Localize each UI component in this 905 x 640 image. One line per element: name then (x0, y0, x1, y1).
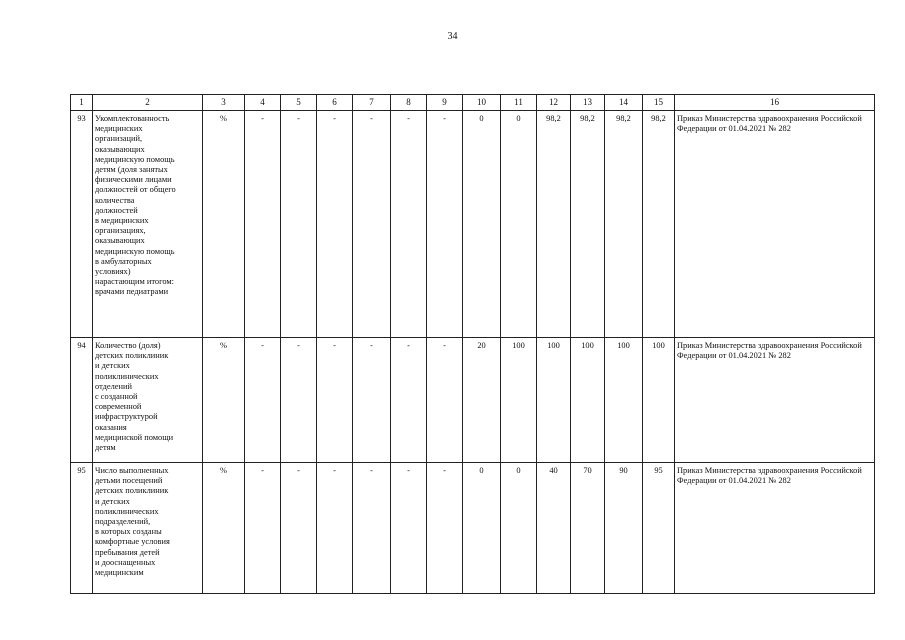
value-cell: 90 (605, 463, 643, 594)
indicators-table (70, 94, 875, 594)
value-cell: - (281, 463, 317, 594)
value-cell: - (281, 338, 317, 463)
value-cell: 95 (643, 463, 675, 594)
value-cell: 100 (537, 338, 571, 463)
col-header: 14 (605, 95, 643, 111)
col-header: 10 (463, 95, 501, 111)
col-header: 7 (353, 95, 391, 111)
value-cell: 98,2 (537, 111, 571, 338)
unit: % (203, 338, 245, 463)
row-number: 95 (71, 463, 93, 594)
value-cell: - (245, 463, 281, 594)
col-header: 2 (93, 95, 203, 111)
col-header: 6 (317, 95, 353, 111)
page-number: 34 (447, 31, 458, 42)
value-cell: 98,2 (571, 111, 605, 338)
value-cell: 40 (537, 463, 571, 594)
value-cell: 100 (643, 338, 675, 463)
value-cell: 100 (605, 338, 643, 463)
value-cell: - (427, 463, 463, 594)
col-header: 3 (203, 95, 245, 111)
value-cell: - (353, 338, 391, 463)
value-cell: 98,2 (605, 111, 643, 338)
value-cell: - (427, 338, 463, 463)
value-cell: - (353, 463, 391, 594)
indicator-name: Количество (доля) детских поликлиник и детских поликлинических отделений с созданной современной инфраструктурой оказания медицинской помощи детям (93, 338, 203, 463)
value-cell: 20 (463, 338, 501, 463)
source-document: Приказ Министерства здравоохранения Российской Федерации от 01.04.2021 № 282 (675, 338, 875, 463)
value-cell: - (245, 111, 281, 338)
indicator-name: Число выполненных детьми посещений детских поликлиник и детских поликлинических подразделений, в которых созданы комфортные условия пребывания детей и дооснащенных медицинским (93, 463, 203, 594)
col-header: 15 (643, 95, 675, 111)
table-row (71, 463, 875, 594)
value-cell: - (353, 111, 391, 338)
col-header: 1 (71, 95, 93, 111)
col-header: 8 (391, 95, 427, 111)
col-header: 9 (427, 95, 463, 111)
value-cell: 0 (463, 111, 501, 338)
value-cell: - (317, 111, 353, 338)
source-document: Приказ Министерства здравоохранения Российской Федерации от 01.04.2021 № 282 (675, 111, 875, 338)
source-document: Приказ Министерства здравоохранения Российской Федерации от 01.04.2021 № 282 (675, 463, 875, 594)
col-header: 5 (281, 95, 317, 111)
value-cell: - (281, 111, 317, 338)
value-cell: 0 (501, 463, 537, 594)
value-cell: 70 (571, 463, 605, 594)
value-cell: - (317, 463, 353, 594)
header-row (71, 95, 875, 111)
col-header: 16 (675, 95, 875, 111)
value-cell: - (391, 338, 427, 463)
table-row (71, 338, 875, 463)
row-number: 93 (71, 111, 93, 338)
value-cell: 0 (501, 111, 537, 338)
value-cell: - (317, 338, 353, 463)
value-cell: 100 (501, 338, 537, 463)
value-cell: 100 (571, 338, 605, 463)
col-header: 11 (501, 95, 537, 111)
value-cell: 98,2 (643, 111, 675, 338)
table-row (71, 111, 875, 338)
indicator-name: Укомплектованность медицинских организаций, оказывающих медицинскую помощь детям (доля занятых физическими лицами должностей от общего количества должностей в медицинских организациях, оказывающих медицинскую помощь в амбулаторных условиях) нарастающим итогом: врачами педиатрами (93, 111, 203, 338)
value-cell: - (391, 463, 427, 594)
col-header: 12 (537, 95, 571, 111)
col-header: 13 (571, 95, 605, 111)
unit: % (203, 463, 245, 594)
unit: % (203, 111, 245, 338)
value-cell: - (245, 338, 281, 463)
col-header: 4 (245, 95, 281, 111)
row-number: 94 (71, 338, 93, 463)
value-cell: 0 (463, 463, 501, 594)
value-cell: - (427, 111, 463, 338)
value-cell: - (391, 111, 427, 338)
